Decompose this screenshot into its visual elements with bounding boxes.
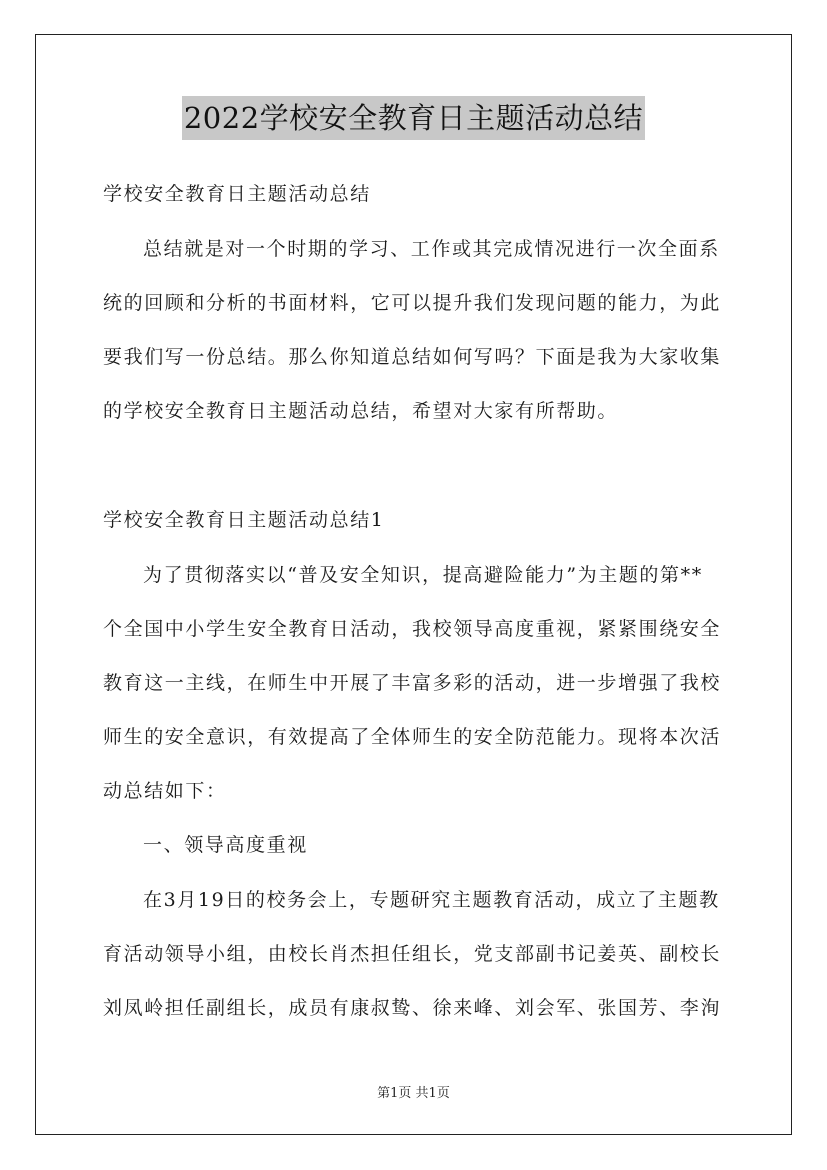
section-heading: 学校安全教育日主题活动总结 — [103, 183, 371, 205]
paragraph-line: 育活动领导小组，由校长肖杰担任组长，党支部副书记姜英、副校长 — [103, 943, 722, 965]
paragraph-line: 统的回顾和分析的书面材料，它可以提升我们发现问题的能力，为此 — [103, 292, 722, 314]
paragraph-line: 总结就是对一个时期的学习、工作或其完成情况进行一次全面系 — [143, 238, 720, 260]
paragraph-line: 的学校安全教育日主题活动总结，希望对大家有所帮助。 — [103, 400, 619, 422]
paragraph-line: 师生的安全意识，有效提高了全体师生的安全防范能力。现将本次活 — [103, 726, 722, 748]
paragraph-line: 为了贯彻落实以“普及安全知识，提高避险能力”为主题的第** — [143, 564, 703, 586]
paragraph-line: 动总结如下： — [103, 780, 227, 802]
subsection-heading: 一、领导高度重视 — [143, 834, 308, 856]
page-footer: 第1页 共1页 — [377, 1086, 450, 1101]
paragraph-line: 在3月19日的校务会上，专题研究主题教育活动，成立了主题教 — [143, 889, 720, 911]
paragraph-line: 刘凤岭担任副组长，成员有康叔鸷、徐来峰、刘会军、张国芳、李洵 — [103, 997, 722, 1019]
paragraph-line: 个全国中小学生安全教育日活动，我校领导高度重视，紧紧围绕安全 — [103, 618, 722, 640]
document-title: 2022学校安全教育日主题活动总结 — [182, 96, 645, 140]
section-heading: 学校安全教育日主题活动总结1 — [103, 509, 385, 531]
title-container — [0, 96, 827, 140]
paragraph-line: 要我们写一份总结。那么你知道总结如何写吗？下面是我为大家收集 — [103, 346, 722, 368]
paragraph-line: 教育这一主线，在师生中开展了丰富多彩的活动，进一步增强了我校 — [103, 672, 722, 694]
